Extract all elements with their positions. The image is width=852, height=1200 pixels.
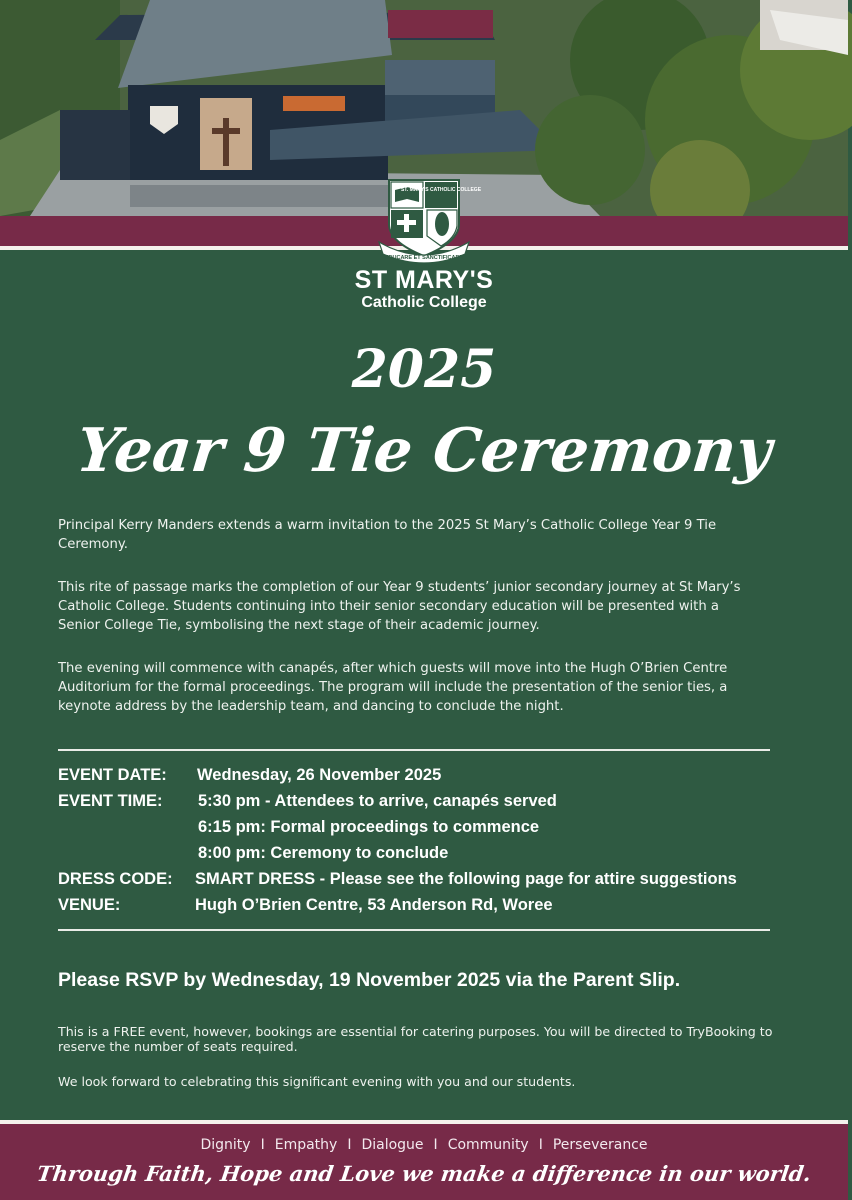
value-separator: I (538, 1137, 543, 1153)
value-empathy: Empathy (274, 1137, 338, 1153)
venue-label: VENUE: (58, 896, 121, 914)
crest-motto-banner: EDUCARE ET SANCTIFICARE (384, 255, 464, 261)
value-separator: I (347, 1137, 352, 1153)
rite-of-passage-paragraph: This rite of passage marks the completion of our Year 9 students’ junior secondary journey at St Mary’s Catholic College. Students continuing into their senior secondary education will be presented with a Senior College Tie, symbolising the next stage of their academic journey. (58, 580, 741, 633)
details-bottom-divider (58, 929, 770, 931)
event-date-label: EVENT DATE: (58, 766, 167, 784)
event-title-heading: Year 9 Tie Ceremony (73, 416, 775, 486)
invitation-paragraph: Principal Kerry Manders extends a warm invitation to the 2025 St Mary’s Catholic College Year 9 Tie Ceremony. (58, 518, 717, 552)
event-year-heading: 2025 (351, 339, 497, 400)
details-top-divider (58, 749, 770, 751)
rsvp-notice: Please RSVP by Wednesday, 19 November 2025 via the Parent Slip. (58, 969, 681, 991)
value-perseverance: Perseverance (552, 1137, 648, 1153)
college-motto: Through Faith, Hope and Love we make a difference in our world. (35, 1161, 813, 1186)
value-dialogue: Dialogue (361, 1137, 424, 1153)
college-values (0, 1135, 848, 1155)
dress-code-value: SMART DRESS - Please see the following page for attire suggestions (195, 870, 737, 888)
event-time-arrival: 5:30 pm - Attendees to arrive, canapés served (198, 792, 557, 810)
college-crest-logo (375, 176, 482, 264)
booking-note: This is a FREE event, however, bookings are essential for catering purposes. You will be directed to TryBooking to reserve the number of seats required. (58, 1024, 773, 1054)
value-separator: I (433, 1137, 438, 1153)
dress-code-label: DRESS CODE: (58, 870, 173, 888)
school-name: ST MARY'S (354, 266, 494, 294)
event-time-conclude: 8:00 pm: Ceremony to conclude (198, 844, 449, 862)
event-date-value: Wednesday, 26 November 2025 (197, 766, 442, 784)
value-separator: I (260, 1137, 265, 1153)
program-paragraph: The evening will commence with canapés, after which guests will move into the Hugh O’Brien Centre Auditorium for the formal proceedings. The program will include the presentation of the senior ties, a keynote address by the leadership team, and dancing to conclude the night. (58, 661, 728, 714)
value-dignity: Dignity (200, 1137, 251, 1153)
closing-note: We look forward to celebrating this significant evening with you and our students. (58, 1074, 576, 1089)
school-subtitle: Catholic College (361, 294, 487, 311)
event-time-label: EVENT TIME: (58, 792, 163, 810)
crest-school-text: ST. MARY'S CATHOLIC COLLEGE (400, 187, 482, 193)
value-community: Community (447, 1137, 529, 1153)
venue-value: Hugh O’Brien Centre, 53 Anderson Rd, Woree (195, 896, 553, 914)
event-time-proceedings: 6:15 pm: Formal proceedings to commence (198, 818, 540, 836)
